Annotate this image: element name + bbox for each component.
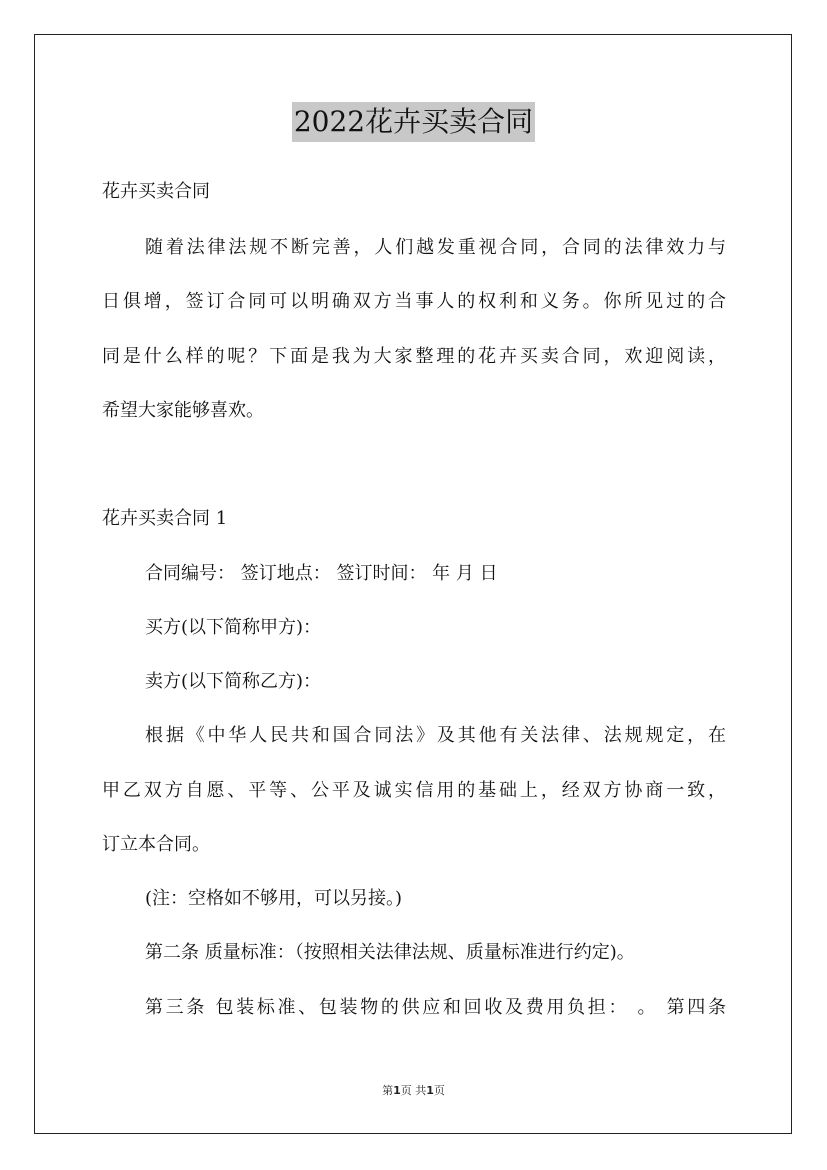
paragraph-line: 日俱增，签订合同可以明确双方当事人的权利和义务。你所见过的合 (102, 291, 726, 312)
seller-line: 卖方(以下简称乙方)： (145, 671, 322, 692)
paragraph-line: 同是什么样的呢？下面是我为大家整理的花卉买卖合同，欢迎阅读， (102, 346, 726, 367)
section-heading: 花卉买卖合同 (102, 181, 210, 202)
contract-number-line: 合同编号： 签订地点： 签订时间： 年 月 日 (145, 563, 498, 584)
total-page-number: 1 (426, 1084, 434, 1097)
contract-heading: 花卉买卖合同 1 (102, 508, 228, 529)
buyer-line: 买方(以下简称甲方)： (145, 617, 322, 638)
paragraph-line: 随着法律法规不断完善，人们越发重视合同，合同的法律效力与 (145, 237, 726, 258)
paragraph-line: 订立本合同。 (102, 834, 210, 855)
article-line: 第二条 质量标准：（按照相关法律法规、质量标准进行约定)。 (145, 942, 635, 963)
current-page-number: 1 (393, 1084, 401, 1097)
paragraph-line: 甲乙双方自愿、平等、公平及诚实信用的基础上，经双方协商一致， (102, 780, 726, 801)
document-title (0, 101, 827, 142)
note-line: (注：空格如不够用，可以另接。) (145, 888, 403, 909)
paragraph-line: 根据《中华人民共和国合同法》及其他有关法律、法规规定，在 (145, 725, 726, 746)
document-title-text: 2022花卉买卖合同 (292, 102, 535, 142)
article-line: 第三条 包装标准、包装物的供应和回收及费用负担： 。 第四条 (145, 997, 726, 1018)
page-footer: 第1页 共1页 (382, 1084, 445, 1097)
paragraph-line: 希望大家能够喜欢。 (102, 400, 264, 421)
